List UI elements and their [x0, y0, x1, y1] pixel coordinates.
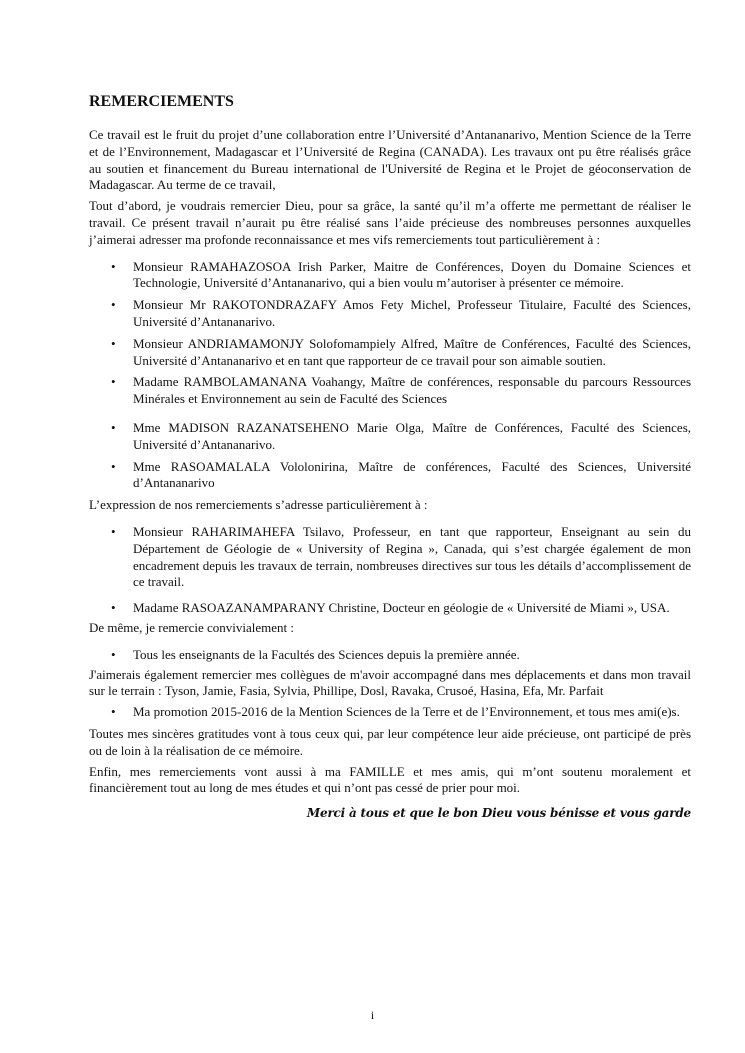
outro-paragraph: Enfin, mes remerciements vont aussi à ma FAMILLE et mes amis, qui m’ont soutenu moralement et financièrement tout au long de mes études et qui n’ont pas cessé de prier pour moi. — [89, 763, 691, 796]
expression-intro: L’expression de nos remerciements s’adresse particulièrement à : — [89, 497, 428, 513]
colleagues-paragraph: J'aimerais également remercier mes collègues de m'avoir accompagné dans mes déplacements et dans mon travail sur le terrain : Tyson, Jamie, Fasia, Sylvia, Phillipe, Dosl, Ravaka, Crusoé, Hasina, Efa, Mr. Parfait — [89, 666, 691, 699]
page-number: i — [370, 1008, 375, 1022]
list-item: • Monsieur RAHARIMAHEFA Tsilavo, Professeur, en tant que rapporteur, Enseignant au sein du Département de Géologie de « University of Regina », Canada, qui s’est chargée également de mon encadrement depuis les travaux de terrain, nombreuses directives sur tous les détails d’accomplissement de ce travail. — [133, 524, 691, 591]
list-item: • Madame RASOAZANAMPARANY Christine, Docteur en géologie de « Université de Miami », USA. — [133, 600, 691, 617]
list-item: • Mme MADISON RAZANATSEHENO Marie Olga, Maître de Conférences, Faculté des Sciences, Université d’Antananarivo. — [133, 420, 691, 454]
list-item: • Tous les enseignants de la Facultés des Sciences depuis la première année. — [133, 647, 691, 664]
acknowledgement-list — [89, 259, 691, 493]
teachers-list — [89, 647, 691, 664]
list-item: • Monsieur RAMAHAZOSOA Irish Parker, Maitre de Conférences, Doyen du Domaine Sciences et Technologie, Université d’Antananarivo, qui a bien voulu m’autoriser à présenter ce mémoire. — [133, 259, 691, 293]
promotion-list — [89, 704, 691, 721]
list-item: • Monsieur ANDRIAMAMONJY Solofomampiely Alfred, Maître de Conférences, Faculté des Sciences, Université d’Antananarivo et en tant que rapporteur de ce travail pour son aimable soutien. — [133, 336, 691, 370]
list-item: • Ma promotion 2015-2016 de la Mention Sciences de la Terre et de l’Environnement, et tous mes ami(e)s. — [133, 704, 691, 721]
closing-line: Merci à tous et que le bon Dieu vous bénisse et vous garde — [306, 806, 691, 821]
outro-paragraph: Toutes mes sincères gratitudes vont à tous ceux qui, par leur compétence leur aide précieuse, ont participé de près ou de loin à la réalisation de ce mémoire. — [89, 725, 691, 758]
intro-paragraph: Tout d’abord, je voudrais remercier Dieu, pour sa grâce, la santé qu’il m’a offerte me permettant de réaliser le travail. Ce présent travail n’aurait pu être réalisé sans l’aide précieuse des nombreuses personnes auxquelles j’aimerai adresser ma profonde reconnaissance et mes vifs remerciements tout particulièrement à : — [89, 198, 691, 247]
list-item: • Monsieur Mr RAKOTONDRAZAFY Amos Fety Michel, Professeur Titulaire, Faculté des Sciences, Université d’Antananarivo. — [133, 297, 691, 331]
special-thanks-list — [89, 524, 691, 617]
list-item: • Mme RASOAMALALA Vololonirina, Maître de conférences, Faculté des Sciences, Université d’Antananarivo — [133, 459, 691, 493]
intro-paragraph: Ce travail est le fruit du projet d’une collaboration entre l’Université d’Antananarivo, Mention Science de la Terre et de l’Environnement, Madagascar et l’Université de Regina (CANADA). Les travaux ont pu être réalisés grâce au soutien et financement du Bureau international de l'Université de Regina et le Projet de géoconservation de Madagascar. Au terme de ce travail, — [89, 127, 691, 193]
list-item: • Madame RAMBOLAMANANA Voahangy, Maître de conférences, responsable du parcours Ressources Minérales et Environnement au sein de Faculté des Sciences — [133, 374, 691, 408]
page-title: REMERCIEMENTS — [89, 93, 234, 110]
likewise-intro: De même, je remercie convivialement : — [89, 619, 295, 635]
document-page — [89, 92, 691, 822]
